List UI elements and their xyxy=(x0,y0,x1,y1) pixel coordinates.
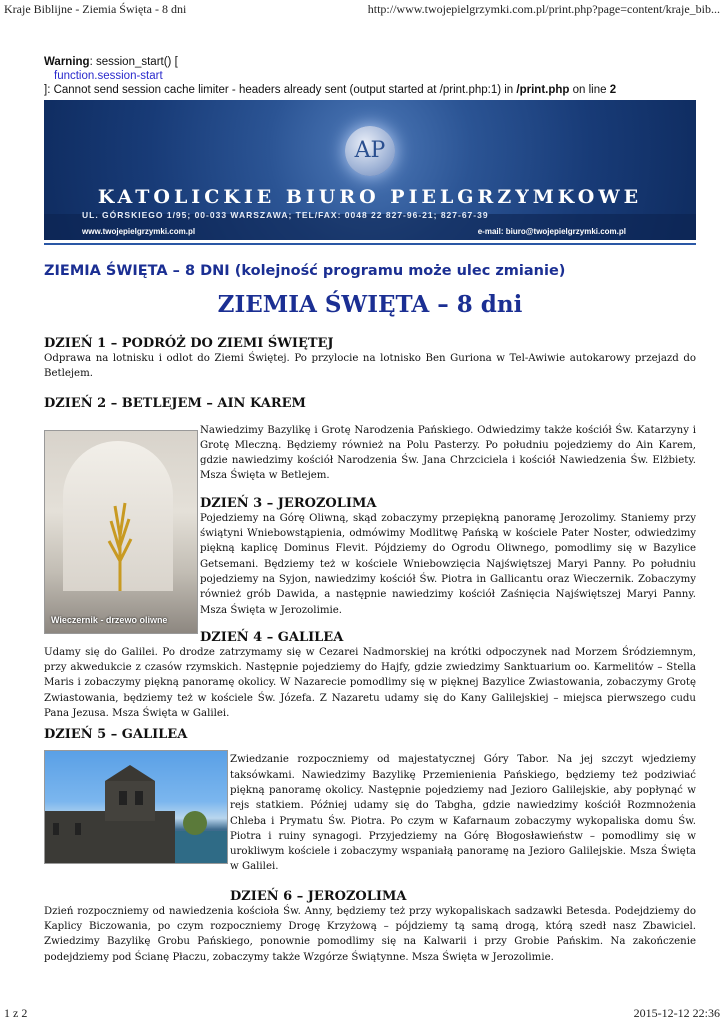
day-heading: DZIEŃ 6 – JEROZOLIMA xyxy=(230,888,407,904)
day-5-heading-wrap xyxy=(44,727,696,742)
page-number: 1 z 2 xyxy=(4,1006,28,1020)
subtitle: ZIEMIA ŚWIĘTA – 8 DNI (kolejność programu może ulec zmianie) xyxy=(44,263,566,279)
day-5 xyxy=(230,752,696,874)
olive-tree-sculpture-icon xyxy=(107,491,133,591)
warning-line-number: 2 xyxy=(609,84,617,96)
day-text: Odprawa na lotnisku i odlot do Ziemi Świętej. Po przylocie na lotnisko Ben Guriona w Tel-Awiwie autokarowy przejazd do Betlejem. xyxy=(44,353,696,380)
day-text: Udamy się do Galilei. Po drodze zatrzymamy się w Cezarei Nadmorskiej na krótki odpoczynek nad Morzem Śródziemnym, przy akwedukcie z czasów rzymskich. Następnie pojedziemy do Hajfy, gdzie zwiedzimy Sanktuarium oo. Karmelitów – Stella Maris i zobaczymy piękną panoramę okolicy. W Nazarecie pomodlimy się w pięknej Bazylice Zwiastowania, zobaczymy Grotę Zwiastowania, będziemy też w kościele Św. Józefa. Z Nazaretu udamy się do Kany Galilejskiej – miejsca pierwszego cudu Pana Jezusa. Msza Święta w Galilei. xyxy=(44,646,696,720)
day-heading: DZIEŃ 2 – BETLEJEM – AIN KAREM xyxy=(44,395,306,411)
day-text: Nawiedzimy Bazylikę i Grotę Narodzenia Pańskiego. Odwiedzimy także kościół Św. Katarzyny i Grotę Mleczną. Będziemy również na Polu Pasterzy. Po południu pojedziemy do Ain Karem, gdzie nawiedzimy kościół Narodzenia Św. Jana Chrzciciela i kościół Nawiedzenia Św. Elżbiety. Msza Święta w Betlejem. xyxy=(200,424,696,482)
warning-line3: ]: Cannot send session cache limiter - headers already sent (output started at /print.php:1) in xyxy=(44,84,517,96)
warning-function-link[interactable]: function.session-start xyxy=(54,70,163,82)
day-4 xyxy=(44,630,696,721)
day-heading: DZIEŃ 5 – GALILEA xyxy=(44,727,188,743)
photo-caption: Wieczernik - drzewo oliwne xyxy=(51,615,168,625)
warning-label: Warning xyxy=(44,56,90,68)
day-heading: DZIEŃ 1 – PODRÓŻ DO ZIEMI ŚWIĘTEJ xyxy=(44,336,334,351)
php-warning xyxy=(44,55,696,97)
day-2-heading-wrap xyxy=(44,396,696,411)
banner-address: UL. GÓRSKIEGO 1/95; 00-033 WARSZAWA; TEL/FAX: 0048 22 827-96-21; 827-67-39 xyxy=(82,210,489,220)
day-1 xyxy=(44,336,696,382)
print-datetime: 2015-12-12 22:36 xyxy=(633,1006,720,1020)
header-banner xyxy=(44,100,696,240)
main-title: ZIEMIA ŚWIĘTA – 8 dni xyxy=(217,291,523,318)
logo-icon: AP xyxy=(345,126,395,176)
print-footer xyxy=(0,1004,724,1024)
day-heading: DZIEŃ 3 – JEROZOLIMA xyxy=(200,495,377,511)
day-text: Zwiedzanie rozpoczniemy od majestatycznej Góry Tabor. Na jej szczyt wjedziemy taksówkami. Nawiedzimy Bazylikę Przemienienia Pańskiego, będziemy też podziwiać piękną panoramę okolicy. Następnie pojedziemy nad Jezioro Galilejskie, aby popłynąć w rejs statkiem. Później udamy się do Tabgha, gdzie nawiedzimy kościół Rozmnożenia Chleba i Prymatu Św. Piotra. Po czym w Kafarnaum zobaczymy wykopaliska domu Św. Piotra i ruiny synagogi. Przyjedziemy na Górę Błogosławieństw – pomodlimy się w urokliwym kościele i zobaczymy wspaniałą panoramę na Jezioro Galilejskie. Msza Święta w Galilei. xyxy=(230,754,696,873)
day-heading: DZIEŃ 4 – GALILEA xyxy=(200,629,344,645)
banner-website: www.twojepielgrzymki.com.pl xyxy=(82,227,196,236)
divider xyxy=(44,243,696,245)
church-icon xyxy=(45,751,227,863)
day-6 xyxy=(44,889,696,965)
day-text: Pojedziemy na Górę Oliwną, skąd zobaczymy przepiękną panoramę Jerozolimy. Staniemy przy świątyni Wniebowstąpienia, odmówimy Modlitwę Pańską w kościele Pater Noster, odwiedzimy piękną kaplicę Dominus Flevit. Pójdziemy do Ogrodu Oliwnego, pomodlimy się w Bazylice Getsemani. Będziemy też w kościele Wniebowzięcia Najświętszej Maryi Panny. Po południu pojedziemy na Syjon, nawiedzimy kościół Św. Piotra in Gallicantu oraz Wieczernik. Zobaczymy również grób Dawida, a następnie nawiedzimy kościół Zaśnięcia Najświętszej Maryi Panny. Msza Święta w Jerozolimie. xyxy=(200,512,696,616)
warning-file: /print.php xyxy=(516,84,570,96)
banner-title: KATOLICKIE BIURO PIELGRZYMKOWE xyxy=(97,186,643,208)
banner-email: e-mail: biuro@twojepielgrzymki.com.pl xyxy=(477,227,626,236)
warning-line-text: on line xyxy=(569,84,610,96)
print-header xyxy=(0,0,724,18)
photo-olive-tree xyxy=(44,430,198,634)
photo-church-galilee xyxy=(44,750,228,864)
day-2 xyxy=(200,423,696,484)
day-text: Dzień rozpoczniemy od nawiedzenia kościoła Św. Anny, będziemy też przy wykopaliskach sadzawki Betesda. Podejdziemy do Kaplicy Biczowania, po czym rozpoczniemy Drogę Krzyżową – pójdziemy tą samą drogą, którą szedł nasz Zbawiciel. Zwiedzimy Bazylikę Grobu Pańskiego, ponownie pomodlimy się na Kalwarii i przy Grobie Pańskim. Na zakończenie podejdziemy pod Ścianę Płaczu, zobaczymy także Wzgórze Świątynne. Msza Święta w Jerozolimie. xyxy=(44,905,696,963)
page-title: Kraje Biblijne - Ziemia Święta - 8 dni xyxy=(4,2,187,16)
warning-line1: : session_start() [ xyxy=(89,56,178,68)
day-3 xyxy=(200,496,696,618)
page-url: http://www.twojepielgrzymki.com.pl/print.php?page=content/kraje_bib... xyxy=(367,2,720,16)
